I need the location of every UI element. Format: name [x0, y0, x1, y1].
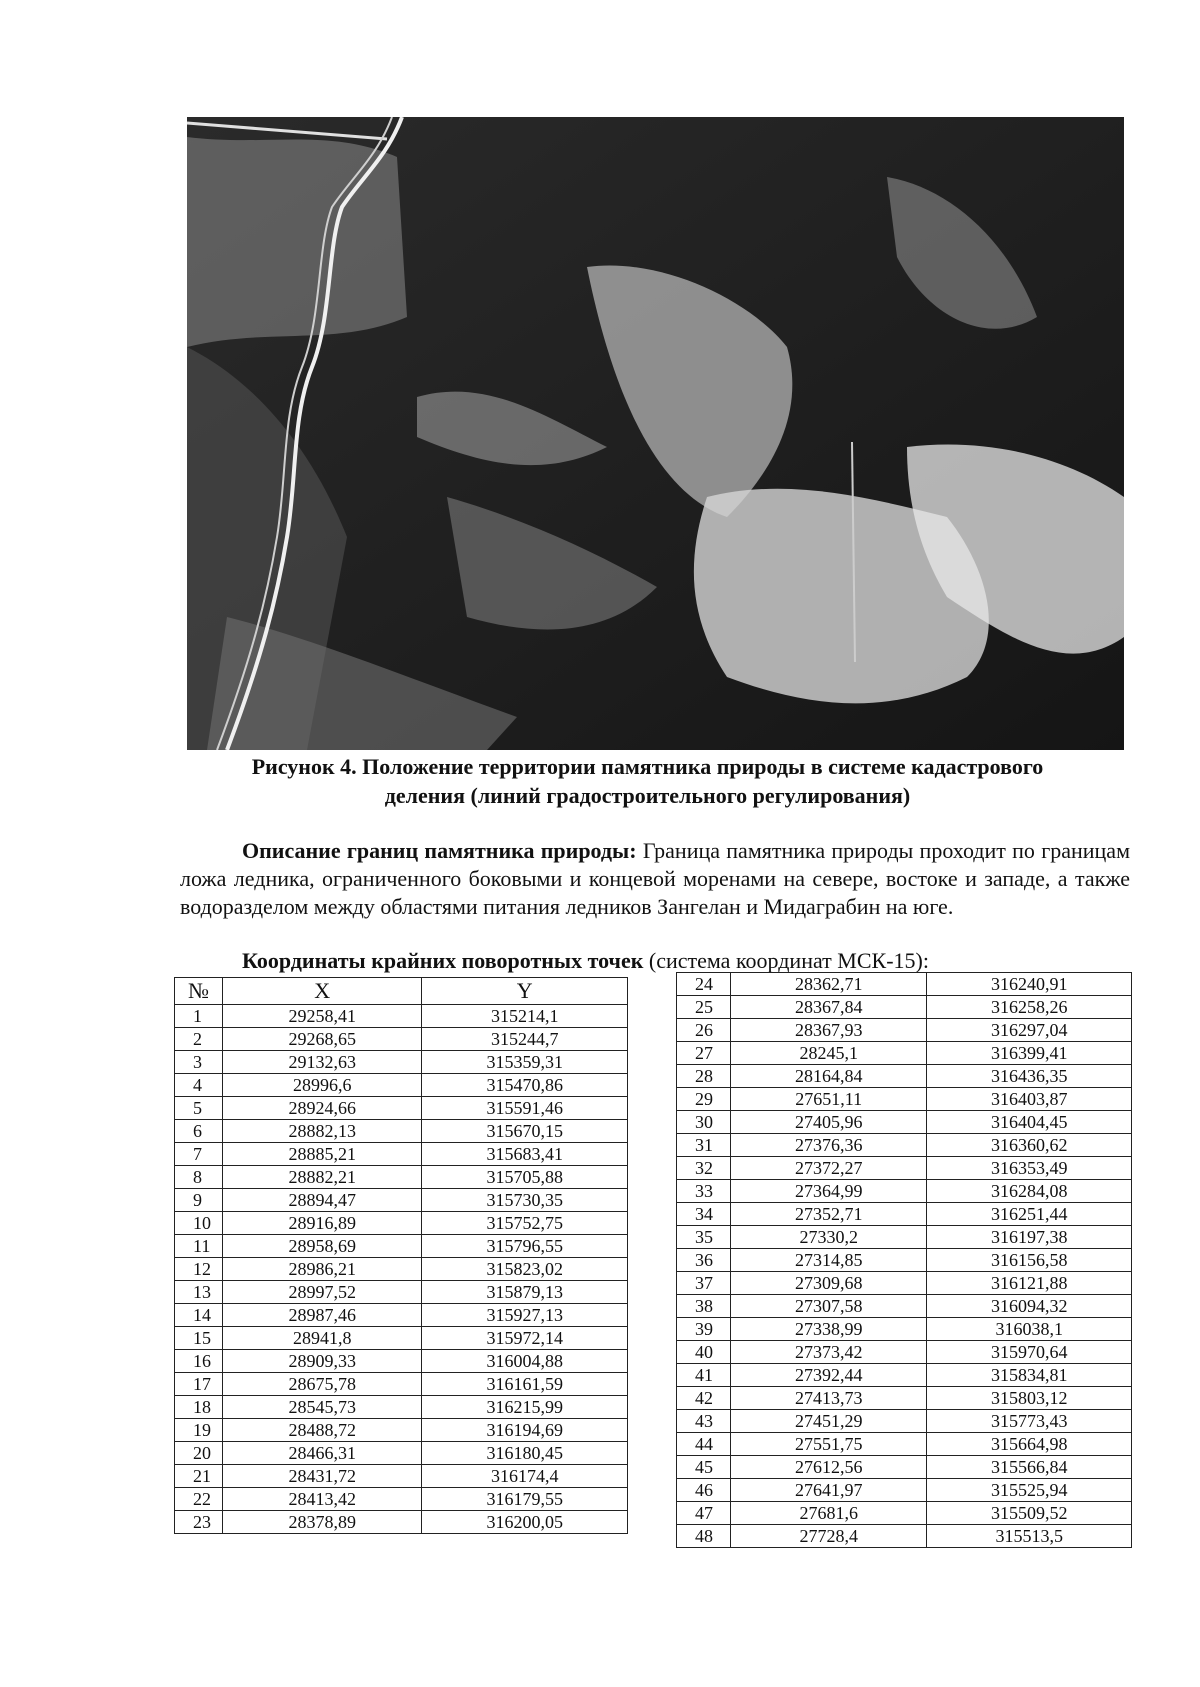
- table-row: [677, 996, 1132, 1019]
- x-cell: 29268,65: [222, 1028, 422, 1051]
- table-row: [175, 1028, 628, 1051]
- y-cell: 315683,41: [422, 1143, 628, 1166]
- table-row: [175, 1166, 628, 1189]
- table-row: [677, 1410, 1132, 1433]
- x-cell: 28488,72: [222, 1419, 422, 1442]
- table-row: [677, 1295, 1132, 1318]
- y-cell: 315591,46: [422, 1097, 628, 1120]
- table-row: [677, 1042, 1132, 1065]
- point-number-cell: 32: [677, 1157, 731, 1180]
- y-cell: 315834,81: [927, 1364, 1132, 1387]
- table-row: [677, 1272, 1132, 1295]
- table-row: [677, 1134, 1132, 1157]
- x-cell: 27641,97: [730, 1479, 927, 1502]
- y-cell: 316179,55: [422, 1488, 628, 1511]
- y-cell: 316194,69: [422, 1419, 628, 1442]
- point-number-cell: 39: [677, 1318, 731, 1341]
- header-y: Y: [422, 978, 628, 1005]
- y-cell: 316436,35: [927, 1065, 1132, 1088]
- x-cell: 27681,6: [730, 1502, 927, 1525]
- y-cell: 316240,91: [927, 973, 1132, 996]
- x-cell: 28466,31: [222, 1442, 422, 1465]
- x-cell: 28996,6: [222, 1074, 422, 1097]
- y-cell: 316258,26: [927, 996, 1132, 1019]
- point-number-cell: 7: [175, 1143, 223, 1166]
- point-number-cell: 10: [175, 1212, 223, 1235]
- point-number-cell: 11: [175, 1235, 223, 1258]
- point-number-cell: 45: [677, 1456, 731, 1479]
- x-cell: 28909,33: [222, 1350, 422, 1373]
- point-number-cell: 33: [677, 1180, 731, 1203]
- y-cell: 316404,45: [927, 1111, 1132, 1134]
- y-cell: 315509,52: [927, 1502, 1132, 1525]
- y-cell: 316403,87: [927, 1088, 1132, 1111]
- table-row: [677, 1456, 1132, 1479]
- y-cell: 315879,13: [422, 1281, 628, 1304]
- y-cell: 315823,02: [422, 1258, 628, 1281]
- header-number: №: [175, 978, 223, 1005]
- y-cell: 315359,31: [422, 1051, 628, 1074]
- table-row: [175, 1074, 628, 1097]
- y-cell: 316004,88: [422, 1350, 628, 1373]
- x-cell: 27314,85: [730, 1249, 927, 1272]
- x-cell: 28997,52: [222, 1281, 422, 1304]
- y-cell: 315803,12: [927, 1387, 1132, 1410]
- table-row: [175, 1281, 628, 1304]
- y-cell: 316180,45: [422, 1442, 628, 1465]
- table-row: [677, 1318, 1132, 1341]
- x-cell: 27728,4: [730, 1525, 927, 1548]
- point-number-cell: 5: [175, 1097, 223, 1120]
- caption-line-2: деления (линий градостроительного регулирования): [384, 783, 911, 808]
- x-cell: 27392,44: [730, 1364, 927, 1387]
- description-text: Граница памятника природы проходит по границам ложа ледника, ограниченного боковыми и концевой моренами на севере, востоке и западе, а также водоразделом между областями питания ледников Зангелан и Мидаграбин на юге.: [180, 838, 1130, 919]
- point-number-cell: 44: [677, 1433, 731, 1456]
- coordinates-subtitle: (система координат МСК-15):: [643, 948, 929, 973]
- x-cell: 27451,29: [730, 1410, 927, 1433]
- table-row: [677, 1019, 1132, 1042]
- table-row: [677, 1226, 1132, 1249]
- y-cell: 315752,75: [422, 1212, 628, 1235]
- table-row: [175, 1350, 628, 1373]
- point-number-cell: 40: [677, 1341, 731, 1364]
- table-row: [175, 1258, 628, 1281]
- table-row: [175, 1396, 628, 1419]
- caption-line-1: Рисунок 4. Положение территории памятника природы в системе кадастрового: [251, 754, 1044, 779]
- x-cell: 28362,71: [730, 973, 927, 996]
- x-cell: 28894,47: [222, 1189, 422, 1212]
- x-cell: 28924,66: [222, 1097, 422, 1120]
- boundary-description: [180, 837, 1130, 921]
- coordinates-table-left: [174, 977, 628, 1534]
- x-cell: 27338,99: [730, 1318, 927, 1341]
- y-cell: 315513,5: [927, 1525, 1132, 1548]
- y-cell: 316121,88: [927, 1272, 1132, 1295]
- y-cell: 315670,15: [422, 1120, 628, 1143]
- point-number-cell: 28: [677, 1065, 731, 1088]
- x-cell: 28245,1: [730, 1042, 927, 1065]
- point-number-cell: 25: [677, 996, 731, 1019]
- x-cell: 27330,2: [730, 1226, 927, 1249]
- table-row: [175, 1143, 628, 1166]
- point-number-cell: 36: [677, 1249, 731, 1272]
- table-row: [677, 1203, 1132, 1226]
- point-number-cell: 24: [677, 973, 731, 996]
- y-cell: 316094,32: [927, 1295, 1132, 1318]
- point-number-cell: 13: [175, 1281, 223, 1304]
- point-number-cell: 43: [677, 1410, 731, 1433]
- x-cell: 28164,84: [730, 1065, 927, 1088]
- table-row: [677, 1157, 1132, 1180]
- x-cell: 27651,11: [730, 1088, 927, 1111]
- x-cell: 28882,21: [222, 1166, 422, 1189]
- y-cell: 316353,49: [927, 1157, 1132, 1180]
- point-number-cell: 46: [677, 1479, 731, 1502]
- table-row: [175, 1442, 628, 1465]
- y-cell: 315970,64: [927, 1341, 1132, 1364]
- y-cell: 315244,7: [422, 1028, 628, 1051]
- x-cell: 28675,78: [222, 1373, 422, 1396]
- x-cell: 28367,84: [730, 996, 927, 1019]
- point-number-cell: 35: [677, 1226, 731, 1249]
- table-row: [677, 1525, 1132, 1548]
- point-number-cell: 21: [175, 1465, 223, 1488]
- x-cell: 27376,36: [730, 1134, 927, 1157]
- point-number-cell: 29: [677, 1088, 731, 1111]
- satellite-map-image: [187, 117, 1124, 750]
- y-cell: 316161,59: [422, 1373, 628, 1396]
- table-row: [175, 1488, 628, 1511]
- x-cell: 28987,46: [222, 1304, 422, 1327]
- y-cell: 315773,43: [927, 1410, 1132, 1433]
- table-row: [175, 1051, 628, 1074]
- table-row: [677, 973, 1132, 996]
- point-number-cell: 31: [677, 1134, 731, 1157]
- description-label: Описание границ памятника природы:: [242, 838, 637, 863]
- point-number-cell: 42: [677, 1387, 731, 1410]
- table-row: [677, 1249, 1132, 1272]
- point-number-cell: 6: [175, 1120, 223, 1143]
- figure-caption: [160, 752, 1135, 810]
- point-number-cell: 17: [175, 1373, 223, 1396]
- point-number-cell: 23: [175, 1511, 223, 1534]
- point-number-cell: 22: [175, 1488, 223, 1511]
- table-row: [175, 1327, 628, 1350]
- x-cell: 27373,42: [730, 1341, 927, 1364]
- y-cell: 316200,05: [422, 1511, 628, 1534]
- point-number-cell: 47: [677, 1502, 731, 1525]
- point-number-cell: 48: [677, 1525, 731, 1548]
- x-cell: 27309,68: [730, 1272, 927, 1295]
- x-cell: 28882,13: [222, 1120, 422, 1143]
- point-number-cell: 27: [677, 1042, 731, 1065]
- header-x: X: [222, 978, 422, 1005]
- point-number-cell: 2: [175, 1028, 223, 1051]
- table-row: [175, 1212, 628, 1235]
- x-cell: 28431,72: [222, 1465, 422, 1488]
- x-cell: 28986,21: [222, 1258, 422, 1281]
- x-cell: 27413,73: [730, 1387, 927, 1410]
- y-cell: 316174,4: [422, 1465, 628, 1488]
- table-row: [175, 1189, 628, 1212]
- y-cell: 316251,44: [927, 1203, 1132, 1226]
- x-cell: 29258,41: [222, 1005, 422, 1028]
- table-row: [677, 1433, 1132, 1456]
- table-row: [175, 1511, 628, 1534]
- table-row: [677, 1364, 1132, 1387]
- x-cell: 28916,89: [222, 1212, 422, 1235]
- table-row: [175, 1097, 628, 1120]
- y-cell: 315927,13: [422, 1304, 628, 1327]
- y-cell: 316215,99: [422, 1396, 628, 1419]
- x-cell: 27372,27: [730, 1157, 927, 1180]
- x-cell: 29132,63: [222, 1051, 422, 1074]
- point-number-cell: 4: [175, 1074, 223, 1097]
- x-cell: 28545,73: [222, 1396, 422, 1419]
- point-number-cell: 20: [175, 1442, 223, 1465]
- table-row: [677, 1479, 1132, 1502]
- y-cell: 315664,98: [927, 1433, 1132, 1456]
- map-graphic: [187, 117, 1124, 750]
- table-row: [175, 1005, 628, 1028]
- y-cell: 316297,04: [927, 1019, 1132, 1042]
- x-cell: 28367,93: [730, 1019, 927, 1042]
- y-cell: 315796,55: [422, 1235, 628, 1258]
- table-row: [677, 1088, 1132, 1111]
- x-cell: 27352,71: [730, 1203, 927, 1226]
- point-number-cell: 9: [175, 1189, 223, 1212]
- y-cell: 315470,86: [422, 1074, 628, 1097]
- table-row: [677, 1387, 1132, 1410]
- x-cell: 27551,75: [730, 1433, 927, 1456]
- point-number-cell: 8: [175, 1166, 223, 1189]
- x-cell: 28378,89: [222, 1511, 422, 1534]
- x-cell: 27364,99: [730, 1180, 927, 1203]
- point-number-cell: 41: [677, 1364, 731, 1387]
- table-header-row: [175, 978, 628, 1005]
- x-cell: 28941,8: [222, 1327, 422, 1350]
- x-cell: 28958,69: [222, 1235, 422, 1258]
- coordinates-title: Координаты крайних поворотных точек: [242, 948, 644, 973]
- y-cell: 315566,84: [927, 1456, 1132, 1479]
- point-number-cell: 1: [175, 1005, 223, 1028]
- point-number-cell: 16: [175, 1350, 223, 1373]
- point-number-cell: 19: [175, 1419, 223, 1442]
- point-number-cell: 38: [677, 1295, 731, 1318]
- point-number-cell: 37: [677, 1272, 731, 1295]
- table-row: [175, 1373, 628, 1396]
- table-row: [175, 1419, 628, 1442]
- coordinates-table-right: [676, 972, 1132, 1548]
- table-row: [677, 1180, 1132, 1203]
- table-row: [175, 1304, 628, 1327]
- y-cell: 316360,62: [927, 1134, 1132, 1157]
- y-cell: 316284,08: [927, 1180, 1132, 1203]
- table-row: [175, 1120, 628, 1143]
- point-number-cell: 14: [175, 1304, 223, 1327]
- x-cell: 27307,58: [730, 1295, 927, 1318]
- point-number-cell: 18: [175, 1396, 223, 1419]
- y-cell: 315214,1: [422, 1005, 628, 1028]
- table-row: [175, 1465, 628, 1488]
- y-cell: 316038,1: [927, 1318, 1132, 1341]
- x-cell: 28413,42: [222, 1488, 422, 1511]
- y-cell: 315525,94: [927, 1479, 1132, 1502]
- y-cell: 316156,58: [927, 1249, 1132, 1272]
- table-row: [677, 1341, 1132, 1364]
- coordinates-heading: [242, 948, 929, 974]
- point-number-cell: 12: [175, 1258, 223, 1281]
- x-cell: 27612,56: [730, 1456, 927, 1479]
- table-row: [677, 1502, 1132, 1525]
- point-number-cell: 3: [175, 1051, 223, 1074]
- y-cell: 316399,41: [927, 1042, 1132, 1065]
- table-row: [175, 1235, 628, 1258]
- x-cell: 28885,21: [222, 1143, 422, 1166]
- y-cell: 315705,88: [422, 1166, 628, 1189]
- table-row: [677, 1065, 1132, 1088]
- point-number-cell: 34: [677, 1203, 731, 1226]
- y-cell: 315730,35: [422, 1189, 628, 1212]
- y-cell: 315972,14: [422, 1327, 628, 1350]
- point-number-cell: 26: [677, 1019, 731, 1042]
- point-number-cell: 15: [175, 1327, 223, 1350]
- point-number-cell: 30: [677, 1111, 731, 1134]
- y-cell: 316197,38: [927, 1226, 1132, 1249]
- x-cell: 27405,96: [730, 1111, 927, 1134]
- table-row: [677, 1111, 1132, 1134]
